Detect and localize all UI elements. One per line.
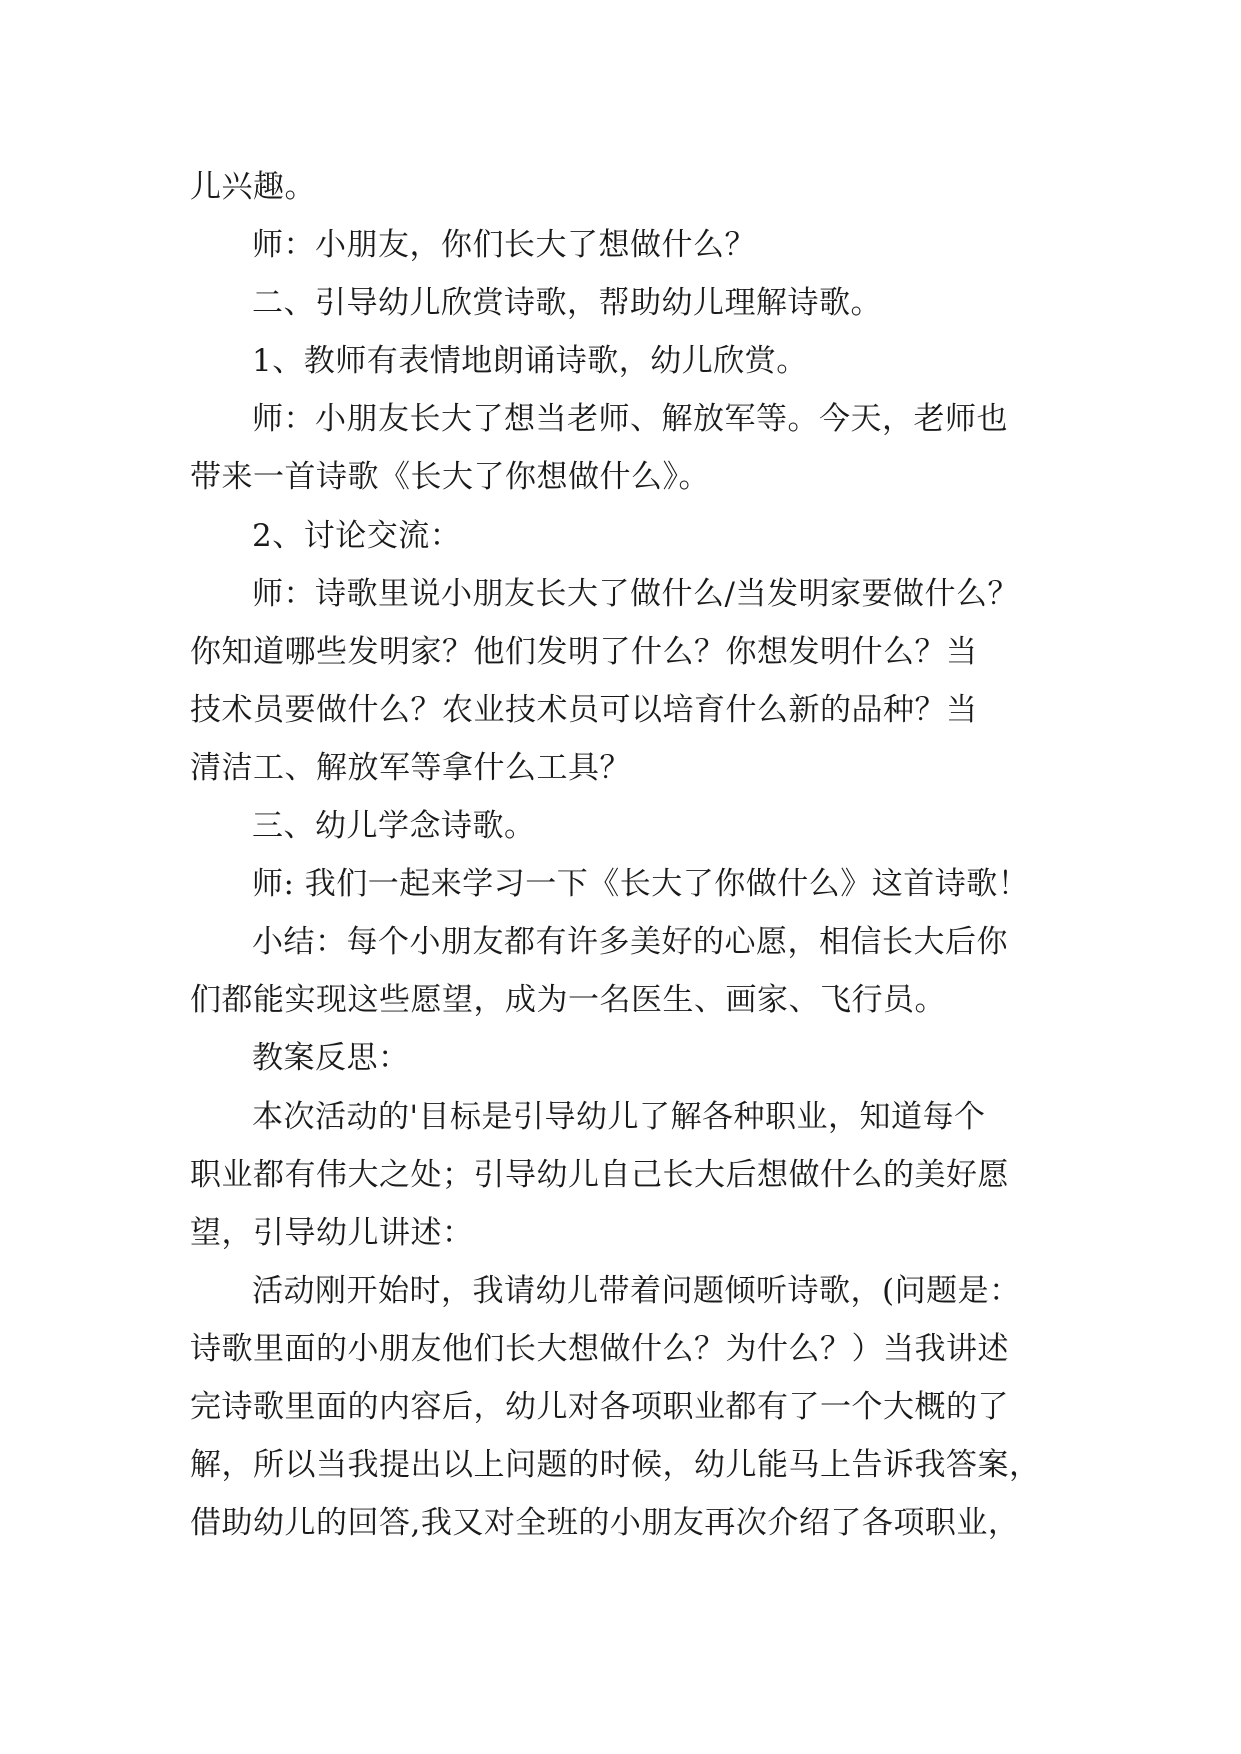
text-line: 完诗歌里面的内容后，幼儿对各项职业都有了一个大概的了 (190, 1388, 1009, 1425)
text-line: 师：小朋友长大了想当老师、解放军等。今天，老师也 (252, 401, 1008, 438)
text-line: 们都能实现这些愿望，成为一名医生、画家、飞行员。 (190, 982, 946, 1019)
text-line: 2、讨论交流： (252, 517, 462, 554)
section-heading: 三、幼儿学念诗歌。 (252, 808, 536, 845)
text-line: 师：小朋友，你们长大了想做什么？ (252, 227, 756, 264)
text-line: 本次活动的'目标是引导幼儿了解各种职业，知道每个 (252, 1098, 986, 1135)
body-text (190, 158, 1070, 1552)
text-line: 诗歌里面的小朋友他们长大想做什么？为什么？）当我讲述 (190, 1330, 1009, 1367)
text-line: 师：诗歌里说小朋友长大了做什么/当发明家要做什么？ (252, 575, 1019, 612)
text-line: 师: 我们一起来学习一下《长大了你做什么》这首诗歌！ (252, 866, 1030, 903)
text-line: 解，所以当我提出以上问题的时候，幼儿能马上告诉我答案， (190, 1447, 1041, 1484)
text-line: 清洁工、解放军等拿什么工具？ (190, 749, 631, 786)
section-heading: 教案反思： (252, 1040, 410, 1077)
text-line: 1、教师有表情地朗诵诗歌，幼儿欣赏。 (252, 343, 808, 380)
text-line: 儿兴趣。 (190, 169, 316, 205)
text-line: 小结：每个小朋友都有许多美好的心愿，相信长大后你 (252, 924, 1008, 961)
text-line: 借助幼儿的回答,我又对全班的小朋友再次介绍了各项职业， (190, 1505, 1020, 1542)
text-line: 活动刚开始时，我请幼儿带着问题倾听诗歌，(问题是： (252, 1272, 1021, 1309)
text-line: 技术员要做什么？农业技术员可以培育什么新的品种？当 (190, 691, 978, 728)
text-line: 望，引导幼儿讲述： (190, 1214, 474, 1251)
text-line: 你知道哪些发明家？他们发明了什么？你想发明什么？当 (190, 633, 978, 670)
text-line: 职业都有伟大之处；引导幼儿自己长大后想做什么的美好愿 (190, 1156, 1009, 1193)
text-line: 带来一首诗歌《长大了你想做什么》。 (190, 459, 710, 496)
section-heading: 二、引导幼儿欣赏诗歌，帮助幼儿理解诗歌。 (252, 285, 882, 322)
